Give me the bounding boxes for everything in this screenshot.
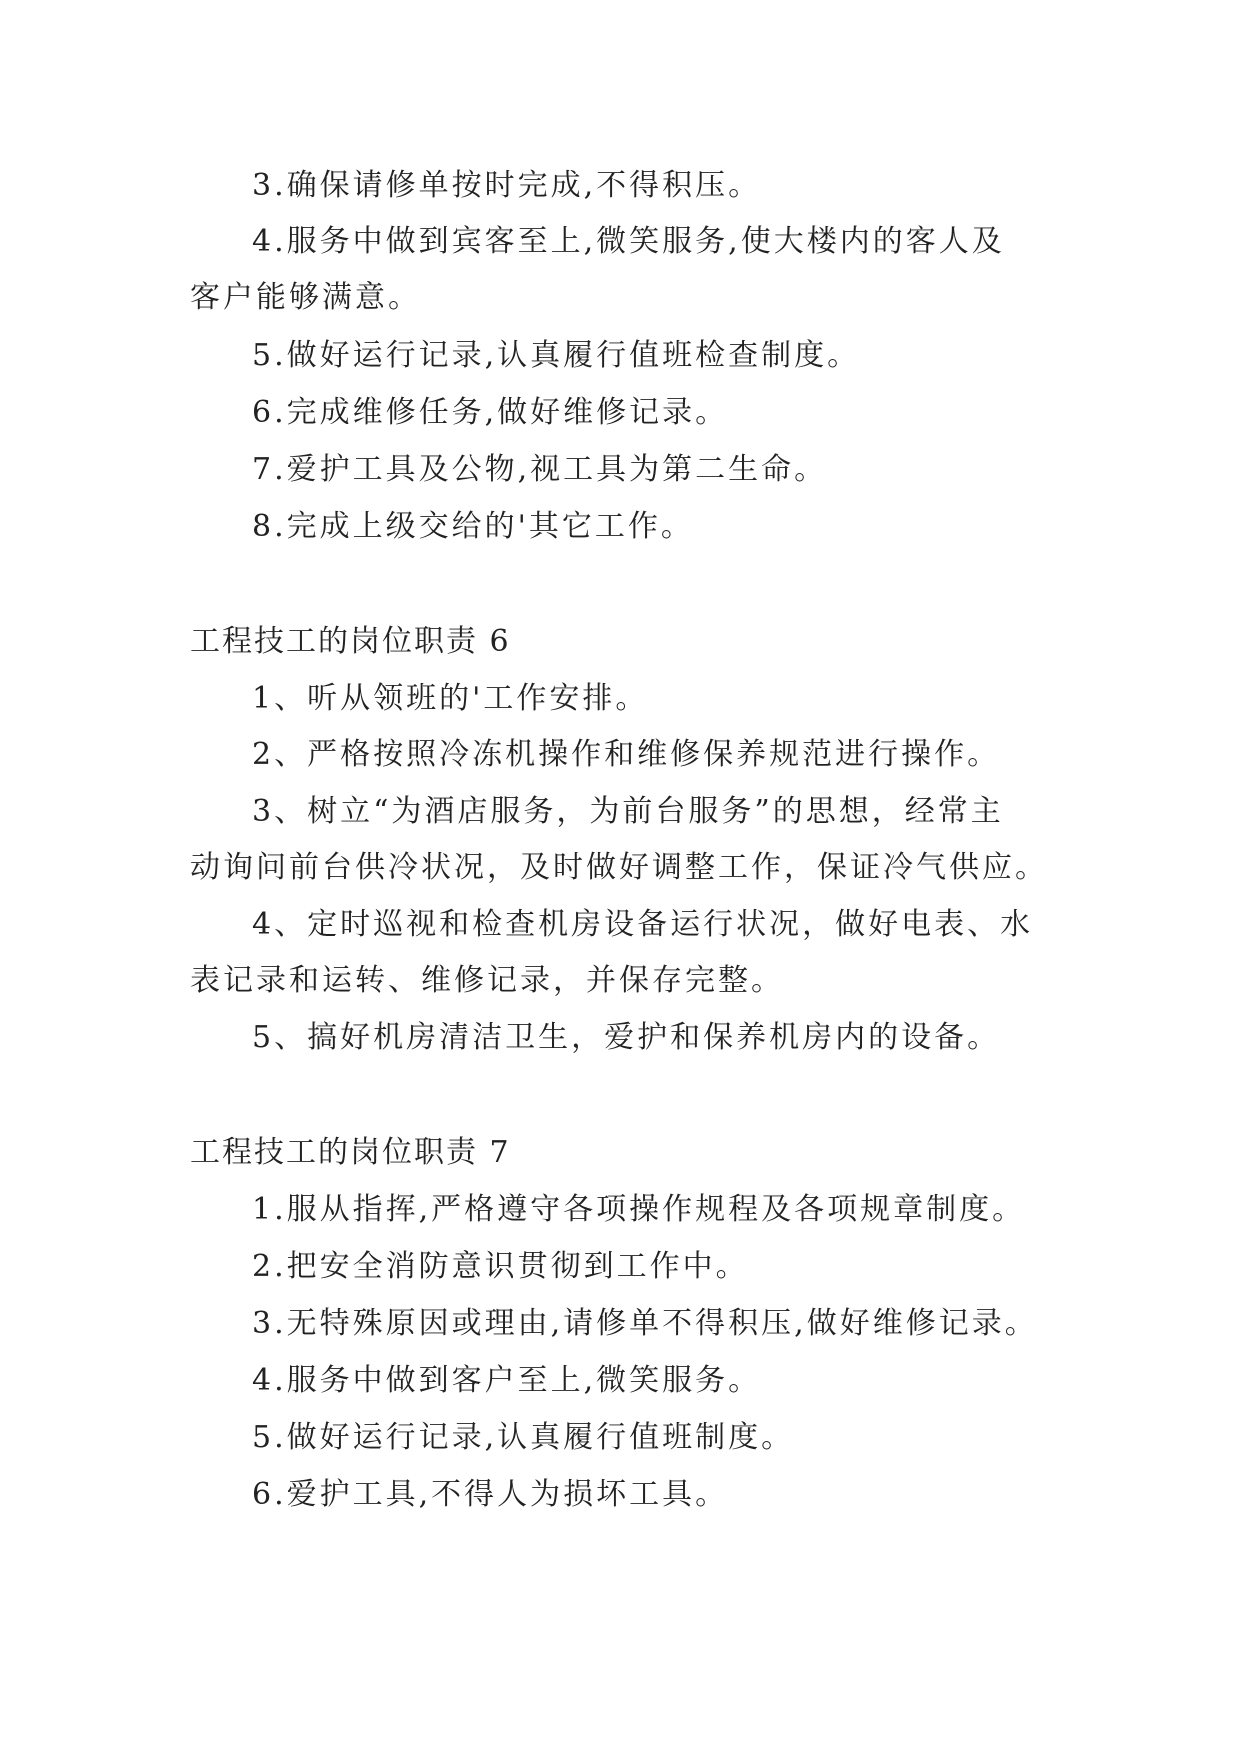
list-item: 2.把安全消防意识贯彻到工作中。 — [252, 1249, 749, 1284]
list-item: 6.完成维修任务,做好维修记录。 — [252, 395, 729, 430]
list-item: 5、搞好机房清洁卫生，爱护和保养机房内的设备。 — [252, 1020, 1001, 1055]
list-item-continuation: 客户能够满意。 — [190, 280, 421, 315]
list-item: 1.服从指挥,严格遵守各项操作规程及各项规章制度。 — [252, 1192, 1026, 1227]
list-item: 7.爱护工具及公物,视工具为第二生命。 — [252, 452, 828, 487]
list-item: 3.无特殊原因或理由,请修单不得积压,做好维修记录。 — [252, 1306, 1038, 1341]
list-item-continuation: 表记录和运转、维修记录，并保存完整。 — [190, 963, 784, 998]
list-item: 1、听从领班的'工作安排。 — [252, 681, 649, 716]
list-item: 3、树立“为酒店服务，为前台服务”的思想，经常主 — [252, 794, 1004, 829]
list-item: 4.服务中做到宾客至上,微笑服务,使大楼内的客人及 — [252, 224, 1005, 259]
list-item: 5.做好运行记录,认真履行值班检查制度。 — [252, 338, 861, 373]
list-item: 4.服务中做到客户至上,微笑服务。 — [252, 1363, 762, 1398]
list-item: 4、定时巡视和检查机房设备运行状况，做好电表、水 — [252, 907, 1034, 942]
list-item: 6.爱护工具,不得人为损坏工具。 — [252, 1477, 729, 1512]
list-item: 8.完成上级交给的'其它工作。 — [252, 509, 694, 544]
list-item-continuation: 动询问前台供冷状况，及时做好调整工作，保证冷气供应。 — [190, 850, 1048, 885]
list-item: 3.确保请修单按时完成,不得积压。 — [252, 168, 762, 203]
section-heading: 工程技工的岗位职责 7 — [190, 1135, 511, 1170]
list-item: 5.做好运行记录,认真履行值班制度。 — [252, 1420, 795, 1455]
list-item: 2、严格按照冷冻机操作和维修保养规范进行操作。 — [252, 737, 1001, 772]
section-heading: 工程技工的岗位职责 6 — [190, 624, 511, 659]
